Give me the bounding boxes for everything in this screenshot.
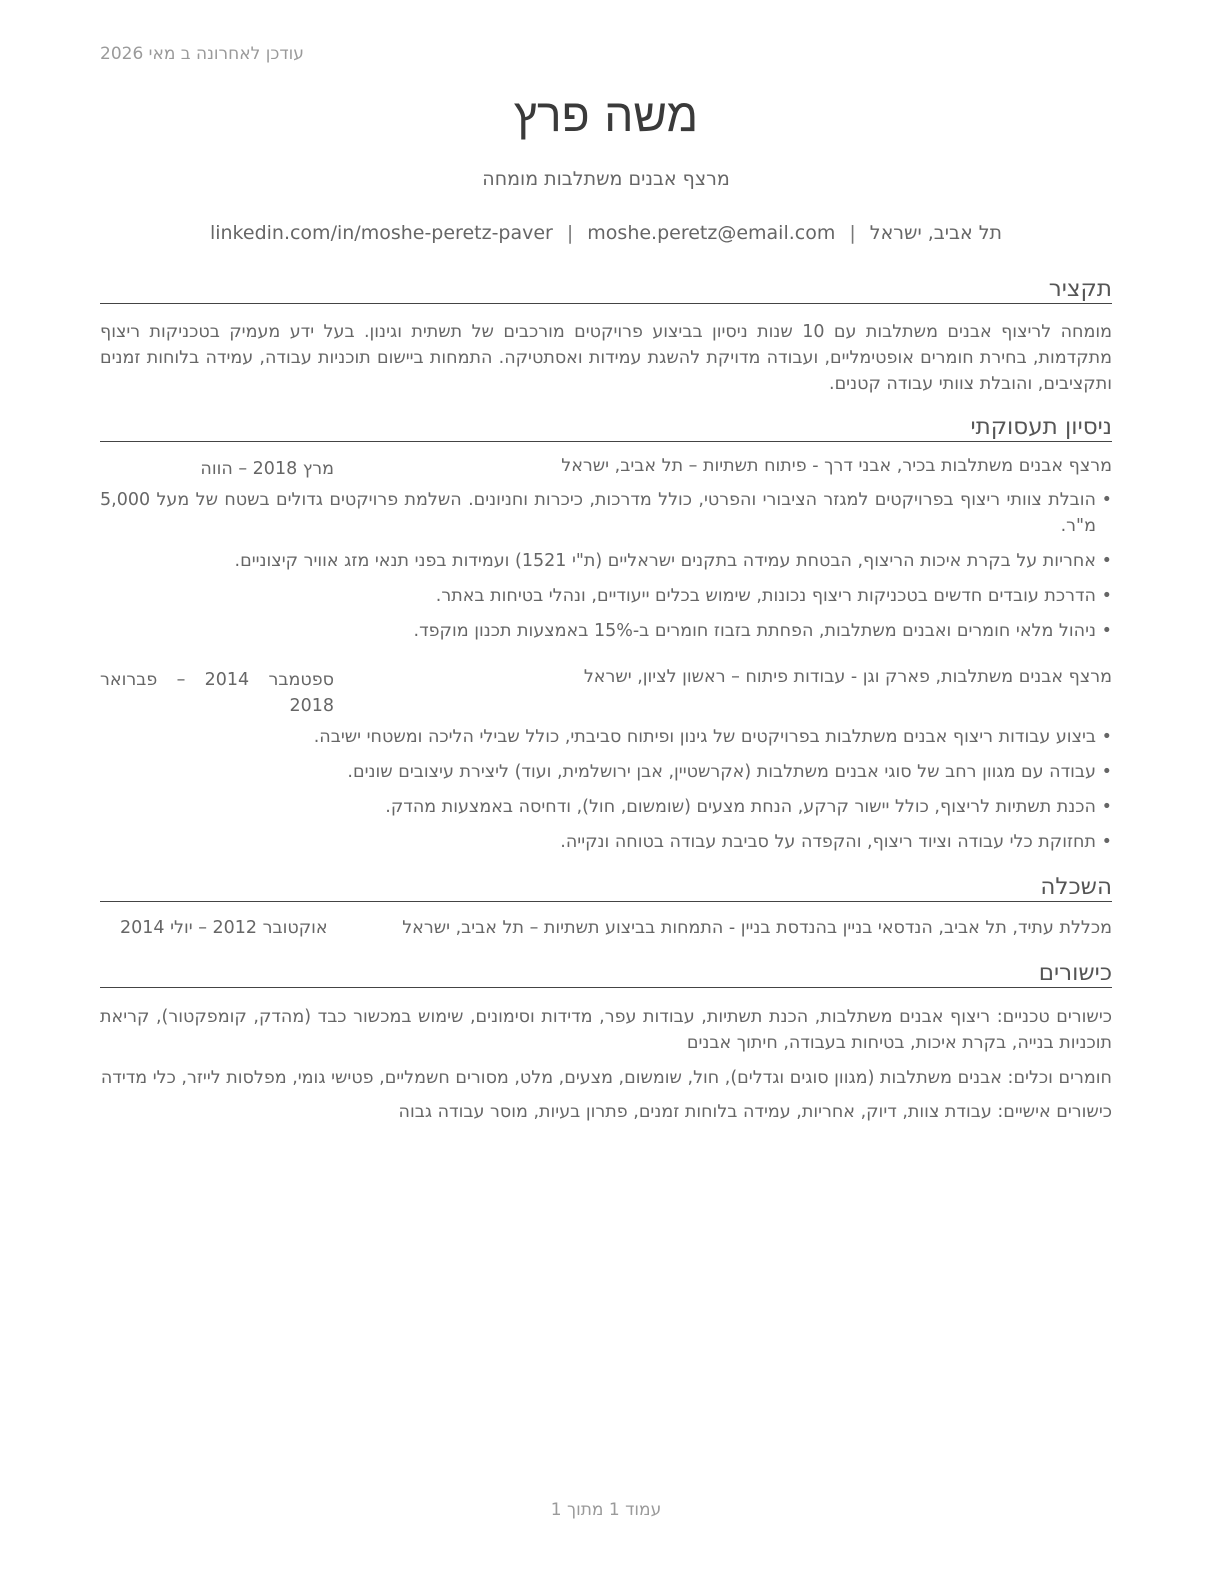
page-number: עמוד 1 מתוך 1 — [550, 1500, 662, 1520]
contact-separator: | — [849, 222, 856, 244]
section-title-summary: תקציר — [100, 276, 1112, 304]
education-entry — [100, 918, 1112, 944]
list-item: • ניהול מלאי חומרים ואבנים משתלבות, הפחתת בזבוז חומרים ב-15% באמצעות תכנון מוקפד. — [100, 618, 1112, 644]
job-dates: מרץ 2018 – הווה — [200, 459, 334, 479]
job-dates: ספטמבר 2014 – פברואר 2018 — [100, 670, 334, 716]
list-item: • תחזוקת כלי עבודה וציוד ריצוף, והקפדה על סביבת עבודה בטוחה ונקייה. — [100, 829, 1112, 855]
list-item: • ביצוע עבודות ריצוף אבנים משתלבות בפרויקטים של גינון ופיתוח סביבתי, כולל שבילי הליכה ומשטחי ישיבה. — [100, 724, 1112, 750]
section-title-education: השכלה — [100, 874, 1112, 902]
last-updated: עודכן לאחרונה ב מאי 2026 — [100, 44, 304, 64]
list-item: • הובלת צוותי ריצוף בפרויקטים למגזר הציבורי והפרטי, כולל מדרכות, כיכרות וחניונים. השלמת פרויקטים גדולים בשטח של מעל 5,000 מ"ר. — [100, 487, 1112, 539]
candidate-name: משה פרץ — [513, 88, 699, 142]
education-dates: אוקטובר 2012 – יולי 2014 — [120, 918, 328, 938]
list-item: • עבודה עם מגוון רחב של סוגי אבנים משתלבות (אקרשטיין, אבן ירושלמית, ועוד) ליצירת עיצובים שונים. — [100, 759, 1112, 785]
education-institution: מכללת עתיד, תל אביב, הנדסאי בניין בהנדסת בניין - התמחות בביצוע תשתיות – תל אביב, ישראל — [402, 918, 1112, 938]
job-title: מרצף אבנים משתלבות מומחה — [482, 168, 730, 190]
job-bullets — [100, 724, 1112, 864]
contact-line — [100, 222, 1112, 244]
list-item: • אחריות על בקרת איכות הריצוף, הבטחת עמידה בתקנים ישראליים (ת"י 1521) ועמידות בפני תנאי מזג אוויר קיצוניים. — [100, 548, 1112, 574]
section-title-experience: ניסיון תעסוקתי — [100, 414, 1112, 442]
summary-text: מומחה לריצוף אבנים משתלבות עם 10 שנות ניסיון בביצוע פרויקטים מורכבים של תשתית וגינון. בעל ידע מעמיק בטכניקות ריצוף מתקדמות, בחירת חומרים אופטימליים, ועבודה מדויקת להשגת עמידות ואסתטיקה. התמחות ביישום תוכניות עבודה, עמידה בלוחות זמנים ותקציבים, והובלת צוותי עבודה קטנים. — [100, 322, 1112, 394]
list-item: • הדרכת עובדים חדשים בטכניקות ריצוף נכונות, שימוש בכלים ייעודיים, ונהלי בטיחות באתר. — [100, 583, 1112, 609]
resume-page — [100, 0, 1112, 1584]
skills-personal: כישורים אישיים: עבודת צוות, דיוק, אחריות, עמידה בלוחות זמנים, פתרון בעיות, מוסר עבודה גבוה — [398, 1102, 1112, 1122]
contact-linkedin[interactable]: linkedin.com/in/moshe-peretz-paver — [209, 222, 553, 244]
list-item: • הכנת תשתיות לריצוף, כולל יישור קרקע, הנחת מצעים (שומשום, חול), ודחיסה באמצעות מהדק. — [100, 794, 1112, 820]
job-role: מרצף אבנים משתלבות בכיר, אבני דרך - פיתוח תשתיות – תל אביב, ישראל — [561, 456, 1112, 476]
contact-email[interactable]: moshe.peretz@email.com — [587, 222, 836, 244]
job-role: מרצף אבנים משתלבות, פארק וגן - עבודות פיתוח – ראשון לציון, ישראל — [583, 667, 1112, 687]
job-header — [100, 667, 1112, 716]
contact-separator: | — [566, 222, 574, 244]
contact-location: תל אביב, ישראל — [869, 222, 1003, 244]
section-title-skills: כישורים — [100, 960, 1112, 988]
job-bullets — [100, 487, 1112, 653]
skills-materials: חומרים וכלים: אבנים משתלבות (מגוון סוגים וגדלים), חול, שומשום, מצעים, מלט, מסורים חשמליים, פטישי גומי, מפלסות לייזר, כלי מדידה — [100, 1068, 1112, 1088]
job-header — [100, 456, 1112, 482]
skills-technical: כישורים טכניים: ריצוף אבנים משתלבות, הכנת תשתיות, עבודות עפר, מדידות וסימונים, שימוש במכשור כבד (מהדק, קומפקטור), קריאת תוכניות בנייה, בקרת איכות, בטיחות בעבודה, חיתוך אבנים — [100, 1007, 1112, 1053]
